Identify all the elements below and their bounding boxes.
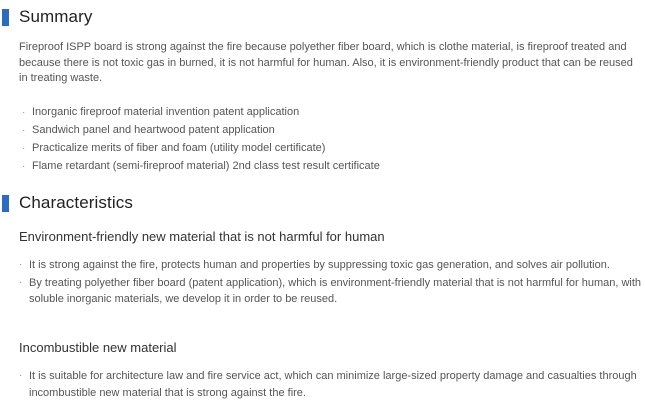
section-marker-icon [2, 195, 9, 212]
characteristics-list [19, 257, 643, 309]
bullet-icon: · [19, 259, 23, 270]
summary-heading [2, 7, 92, 27]
bullet-icon: · [22, 106, 26, 118]
characteristics-heading [2, 193, 133, 213]
list-item: · Sandwich panel and heartwood patent application [22, 124, 275, 136]
bullet-icon: · [22, 142, 26, 154]
list-item: · It is strong against the fire, protects human and properties by suppressing toxic gas generation, and solves air pollution. [19, 257, 643, 274]
bullet-icon: · [19, 276, 23, 288]
list-item: · Practicalize merits of fiber and foam (utility model certificate) [22, 142, 326, 154]
group-heading: Incombustible new material [19, 340, 177, 355]
section-marker-icon [2, 9, 9, 26]
list-item: · Flame retardant (semi-fireproof material) 2nd class test result certificate [22, 160, 380, 172]
bullet-icon: · [19, 370, 23, 381]
list-item: · By treating polyether fiber board (patent application), which is environment-friendly material that is not harmful for human, with soluble inorganic materials, we develop it in order to be reused. [19, 275, 643, 308]
summary-text: Fireproof ISPP board is strong against the fire because polyether fiber board, which is clothe material, is fireproof treated and because there is not toxic gas in burned, it is not harmful for human. Also, it is environment-friendly product that can be reused in treating waste. [19, 41, 633, 84]
bullet-icon: · [22, 160, 26, 172]
bullet-icon: · [22, 124, 26, 136]
characteristics-list [19, 368, 643, 402]
summary-title: Summary [19, 7, 93, 26]
summary-list [22, 103, 380, 175]
list-item: · It is suitable for architecture law and fire service act, which can minimize large-sized property damage and casualties through incombustible new material that is strong against the fire. [19, 368, 643, 401]
group-heading: Environment-friendly new material that is not harmful for human [19, 229, 385, 244]
list-item: · Inorganic fireproof material invention patent application [22, 106, 300, 118]
characteristics-title: Characteristics [19, 193, 133, 212]
